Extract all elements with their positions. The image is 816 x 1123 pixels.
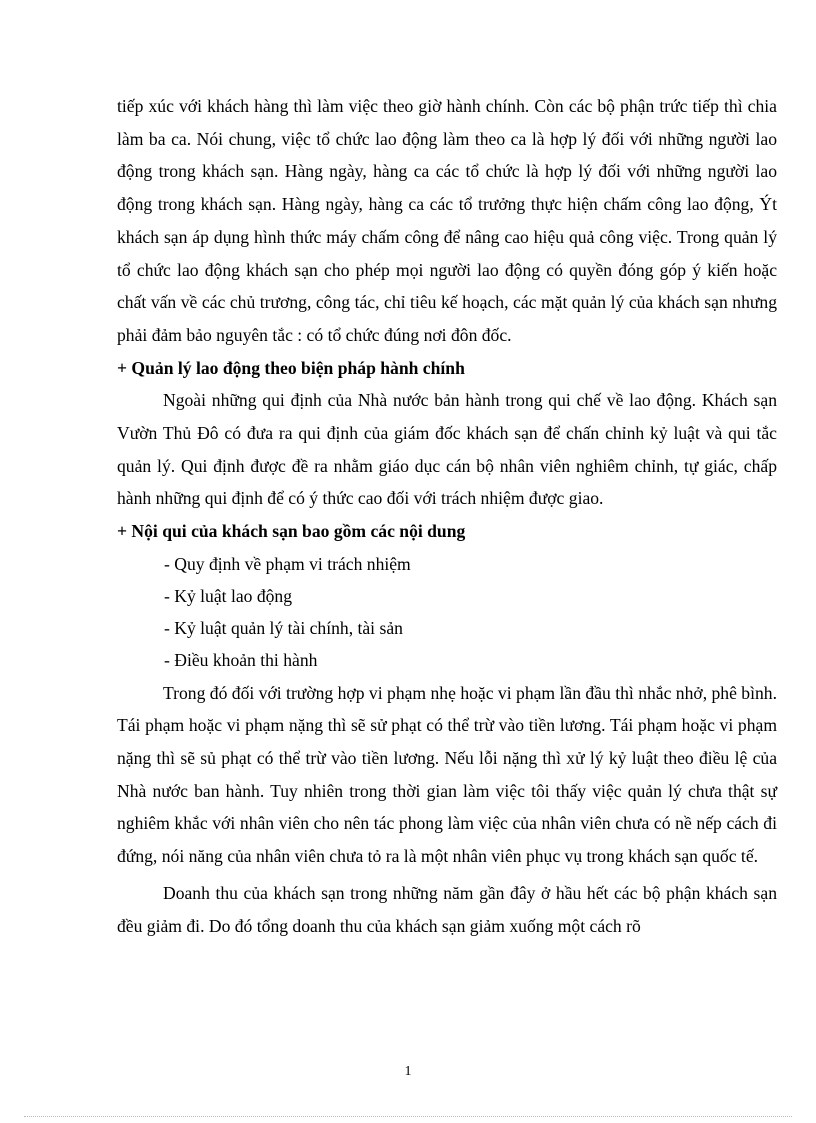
list-item: - Kỷ luật lao động: [164, 586, 293, 607]
document-body: [117, 90, 777, 942]
paragraph-revenue: Doanh thu của khách sạn trong những năm gần đây ở hầu hết các bộ phận khách sạn đều giảm đi. Do đó tổng doanh thu của khách sạn giảm xuống một cách rõ: [117, 882, 777, 936]
paragraph-shift-work: tiếp xúc với khách hàng thì làm việc theo giờ hành chính. Còn các bộ phận trức tiếp thì chia làm ba ca. Nói chung, việc tổ chức lao động làm theo ca là hợp lý đối với những người lao động trong khách sạn. Hàng ngày, hàng ca các tổ chức là hợp lý đối với những người lao động trong khách sạn. Hàng ngày, hàng ca các tổ trưởng thực hiện chấm công lao động, Ýt khách sạn áp dụng hình thức máy chấm công để nâng cao hiệu quả công việc. Trong quản lý tổ chức lao động khách sạn cho phép mọi người lao động có quyền đóng góp ý kiến hoặc chất vấn về các chủ trương, công tác, chỉ tiêu kế hoạch, các mặt quản lý của khách sạn nhưng phải đảm bảo nguyên tắc : có tổ chức đúng nơi đôn đốc.: [117, 96, 777, 345]
page-number: 1: [404, 1064, 412, 1079]
heading-administrative-measures: + Quản lý lao động theo biện pháp hành chính: [117, 357, 465, 378]
list-item: - Điều khoản thi hành: [164, 650, 318, 671]
paragraph-regulations: Ngoài những qui định của Nhà nước bản hành trong qui chế về lao động. Khách sạn Vườn Thủ Đô có đưa ra qui định của giám đốc khách sạn để chấn chỉnh kỷ luật và qui tắc quản lý. Qui định được đề ra nhằm giáo dục cán bộ nhân viên nghiêm chỉnh, tự giác, chấp hành những qui định để có ý thức cao đối với trách nhiệm được giao.: [117, 390, 777, 509]
page-bottom-divider: [24, 1116, 792, 1117]
paragraph-violations: Trong đó đối với trường hợp vi phạm nhẹ hoặc vi phạm lần đầu thì nhắc nhở, phê bình. Tái phạm hoặc vi phạm nặng thì sẽ sử phạt có thể trừ vào tiền lương. Tái phạm hoặc vi phạm nặng thì sẽ sủ phạt có thể trừ vào tiền lương. Nếu lỗi nặng thì xử lý kỷ luật theo điều lệ của Nhà nước ban hành. Tuy nhiên trong thời gian làm việc tôi thấy việc quản lý chưa thật sự nghiêm khắc với nhân viên cho nên tác phong làm việc của nhân viên chưa có nề nếp cách đi đứng, nói năng của nhân viên chưa tỏ ra là một nhân viên phục vụ trong khách sạn quốc tế.: [117, 682, 777, 867]
list-item: - Quy định về phạm vi trách nhiệm: [164, 553, 411, 574]
heading-hotel-rules: + Nội qui của khách sạn bao gồm các nội dung: [117, 521, 466, 542]
list-item: - Kỷ luật quản lý tài chính, tài sản: [164, 618, 403, 639]
rules-list: [117, 548, 777, 677]
